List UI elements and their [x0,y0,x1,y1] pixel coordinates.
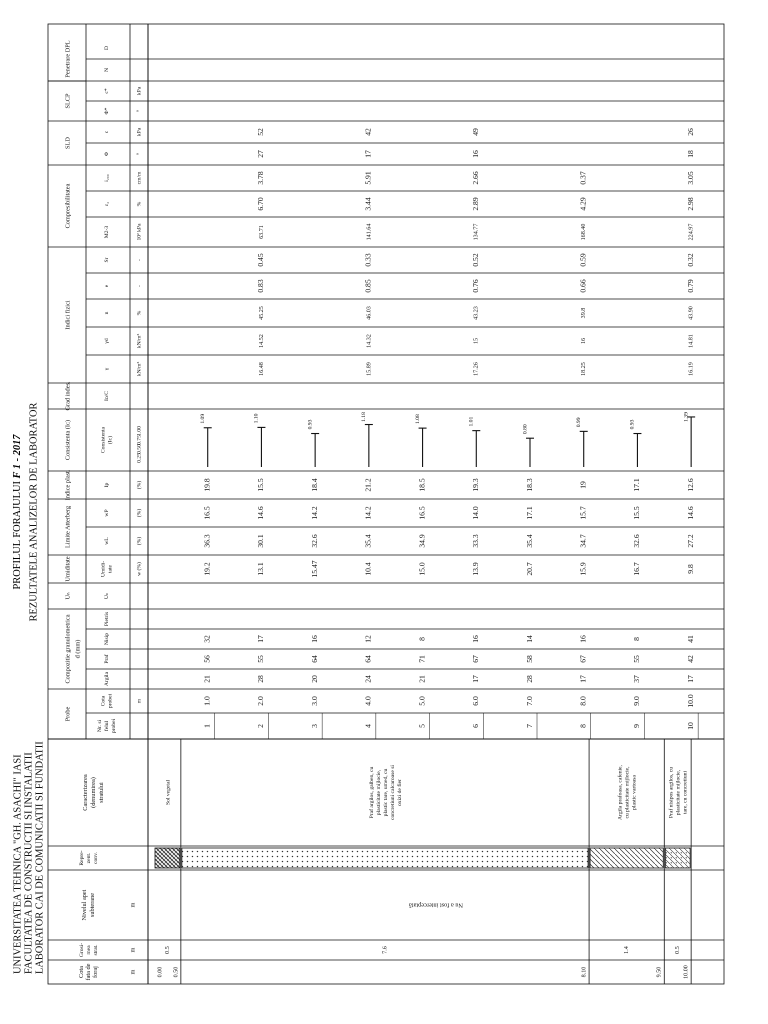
cell-cota: 8.0 [578,696,588,706]
col-header-wp: wP [104,509,110,517]
penetr-group-header: Penetrare DPL [64,40,72,78]
cell-phi: 27 [256,150,266,158]
col-unit-phi: ° [136,152,143,156]
cell-w: 15.47 [309,560,319,578]
cell-m23: 168.40 [581,223,588,241]
cell-eps: 2.98 [685,197,695,211]
phys-group-header: Indici fizici [64,300,72,330]
cons-scale-label: 1.00 [136,426,143,436]
cell-nisip: 8 [417,637,427,641]
cell-wp: 16.5 [417,506,427,520]
cell-w: 15.9 [578,562,588,576]
cell-eps: 3.44 [363,197,373,211]
cell-phi: 16 [471,150,481,158]
table-grid [48,24,724,984]
cell-praf: 67 [471,655,481,663]
slcp-group-header: SLCP [64,93,72,109]
cell-w: 19.2 [202,562,212,576]
col-unit-wp: (%) [136,508,143,518]
col-unit-eps: % [136,201,143,207]
cell-nr: 8 [578,724,588,728]
cell-m23: 63.71 [258,225,265,239]
cell-wp: 14.2 [363,506,373,520]
cell-ip: 18.3 [524,478,534,492]
grosime-unit: m [129,947,137,953]
consistency-value: 0.80 [522,424,529,435]
cell-argila: 21 [417,675,427,683]
cell-n: 43.90 [688,306,695,320]
cell-gamma: 16.48 [258,362,265,376]
cota-unit: m [129,969,137,975]
cell-cota: 10.0 [685,694,695,708]
col-header-i200: i₂₀₀ [104,174,110,182]
cell-ip: 21.2 [363,478,373,492]
col-header-cota: Cotaprobei [100,693,114,709]
nivel-header: Nivelul apeisubterane [81,889,96,921]
cell-cota: 2.0 [256,696,266,706]
consistency-value: 1.18 [361,412,368,422]
col-header-argila: Argila [104,671,110,687]
cell-i200: 5.91 [363,171,373,185]
cell-c: 42 [363,128,373,136]
cell-n: 45.25 [258,306,265,320]
col-unit-w: w (%) [136,562,143,576]
cell-c: 52 [256,128,266,136]
cell-argila: 37 [632,675,642,683]
col-header-phi: Φ [104,151,110,157]
cell-argila: 28 [524,675,534,683]
hatch-1 [155,848,180,868]
cota-header: Cotafata deforaj [78,963,99,981]
cell-wl: 27.2 [685,534,695,548]
cell-praf: 42 [685,655,695,663]
cons-scale-label: 0.50 [136,444,143,454]
cell-cota: 6.0 [471,696,481,706]
col-header-w: Umidi-tate [100,560,114,578]
cell-nr: 6 [471,724,481,728]
col-unit-phis: ° [136,109,143,113]
cell-wp: 14.6 [256,506,266,520]
cell-gamma_d: 14.52 [258,334,265,348]
col-header-n: n [104,311,110,315]
col-header-cs: c* [104,88,110,94]
layer-cota: 9.50 [656,966,663,978]
col-header-phis: Φ* [104,107,110,115]
page-subtitle: REZULTATELE ANALIZELOR DE LABORATOR [28,402,40,622]
cell-e: 0.79 [685,279,695,293]
layer-description: Praf nisipos argilos, cuplasticitate mijlocie,tare, cu concretiuni [668,766,689,819]
conventional-representation [155,848,690,868]
col-unit-ip: (%) [136,480,143,490]
col-header-e: e [104,284,110,288]
cell-sr: 0.33 [363,253,373,267]
cell-wl: 34.7 [578,534,588,548]
cell-ip: 19.3 [471,478,481,492]
cell-wl: 36.3 [202,534,212,548]
cell-i200: 2.66 [471,171,481,185]
col-unit-n: % [136,310,143,316]
cell-e: 0.83 [256,279,266,293]
cell-wp: 15.7 [578,506,588,520]
col-unit-wl: (%) [136,536,143,546]
col-unit-m23: 10² kPa [136,223,143,241]
cell-w: 13.9 [471,562,481,576]
consistency-value: 0.93 [307,419,314,430]
layer-cota: 0.50 [173,966,180,978]
cell-praf: 58 [524,655,534,663]
cell-n: 46.03 [366,306,373,320]
col-header-id: Iᴅ/C [104,390,110,402]
layer-cota: 0.00 [157,966,164,978]
cell-i200: 0.37 [578,171,588,185]
consistency-value: 1.08 [414,414,421,425]
cell-gamma_d: 16 [581,337,588,345]
cell-praf: 56 [202,655,212,663]
cell-w: 15.0 [417,562,427,576]
cell-nr: 10 [685,722,695,730]
cell-nr: 5 [417,724,427,728]
layer-description: Sol vegetal [165,779,172,806]
cell-m23: 141.64 [366,223,373,241]
cell-gamma: 16.19 [688,362,695,376]
col-unit-e: - [136,285,143,287]
col-header-c: c [104,130,110,134]
cell-nisip: 14 [524,635,534,643]
cell-nisip: 12 [363,635,373,643]
cell-w: 16.7 [632,562,642,576]
cell-sr: 0.52 [471,253,481,267]
col-unit-sr: - [136,259,143,261]
consistency-value: 1.01 [468,416,475,427]
cell-m23: 224.97 [688,223,695,241]
cell-wl: 34.9 [417,534,427,548]
cell-argila: 24 [363,675,373,683]
cell-wp: 15.5 [632,506,642,520]
cell-ip: 12.6 [685,478,695,492]
consistency-value: 1.39 [683,412,690,422]
groundwater-note: Nu a fost interceptată [408,901,464,909]
layer-grosime: 7.6 [382,946,389,954]
cell-praf: 55 [256,655,266,663]
cell-argila: 17 [578,675,588,683]
cell-nisip: 16 [578,635,588,643]
ip-group-header: Indice plast. [64,469,72,501]
cell-cota: 9.0 [632,696,642,706]
cell-ip: 15.5 [256,478,266,492]
cell-e: 0.85 [363,279,373,293]
col-header-ic: Consistenta(Iᴄ) [100,426,114,454]
reprez-header: Repre-zent.conv. [79,850,99,866]
cell-wl: 35.4 [363,534,373,548]
col-header-eps: ε₂ [104,201,110,207]
cell-praf: 64 [309,655,319,663]
cell-gamma_d: 15 [473,337,480,345]
cell-gamma_d: 14.81 [688,334,695,348]
table-frame [48,24,724,984]
cell-nisip: 8 [632,637,642,641]
layer-description: Praf argilos, galben, cuplasticitate mijlocie,plastic tare, umed, cuconcretiuni calcaroase sioxizi de fier [368,765,403,820]
page-title: PROFILUL FORAJULUI F 1 - 2017 [12,434,23,590]
cell-cota: 5.0 [417,696,427,706]
hatch-3 [590,848,663,868]
cell-wl: 32.6 [632,534,642,548]
col-header-gamma: γ [104,367,110,371]
col-header-sr: Sr [104,257,110,263]
col-header-gamma_d: γd [104,338,110,344]
hatch-4 [665,848,690,868]
cell-ip: 18.5 [417,478,427,492]
cell-e: 0.76 [471,279,481,293]
sld-group-header: SLD [64,137,72,149]
cell-wl: 30.1 [256,534,266,548]
cell-nr: 9 [632,724,642,728]
cell-argila: 20 [309,675,319,683]
layer-description: Argila prafoasa, cafenie,cu plasticitate mijlocie,plastic vartoasa [617,765,638,820]
cell-wl: 35.4 [524,534,534,548]
col-header-nr: Nr. sifelulprobei [97,718,117,734]
cell-sr: 0.32 [685,253,695,267]
layer-grosime: 0.5 [675,946,682,954]
umid-group-header: Umiditate [64,556,72,582]
cell-w: 10.4 [363,562,373,576]
cell-ip: 18.4 [309,478,319,492]
consistency-value: 0.99 [575,417,582,428]
cell-gamma_d: 14.32 [366,334,373,348]
cell-praf: 67 [578,655,588,663]
cell-argila: 17 [471,675,481,683]
cell-sr: 0.45 [256,253,266,267]
cell-n: 43.23 [473,306,480,320]
cell-gamma: 15.89 [366,362,373,376]
col-header-praf: Praf [104,654,110,664]
cell-w: 9.8 [685,564,695,574]
cell-nr: 3 [309,724,319,728]
grosime-header: Grosi-meastrat. [79,942,99,958]
cell-praf: 71 [417,655,427,663]
nivel-unit: m [129,902,137,908]
cell-cota: 4.0 [363,696,373,706]
layer-cota: 8.10 [581,966,588,978]
cell-nr: 2 [256,724,266,728]
col-header-ip: Ip [104,482,110,488]
grad-group-header: Grad indes. [64,381,72,411]
layer-grosime: 0.5 [164,946,171,954]
cell-gamma: 18.25 [581,362,588,376]
table-text [12,40,695,980]
cell-i200: 3.05 [685,171,695,185]
col-unit-c: kPa [136,127,143,137]
cell-cota: 1.0 [202,696,212,706]
cell-cota: 3.0 [309,696,319,706]
cell-argila: 28 [256,675,266,683]
cell-nisip: 32 [202,635,212,643]
cell-nr: 7 [524,724,534,728]
cell-wp: 14.0 [471,506,481,520]
col-unit-i200: cm/m [136,171,143,185]
cell-e: 0.66 [578,279,588,293]
institution-line: UNIVERSITATEA TEHNICA "GH. ASACHI" IASI [12,754,24,974]
granulo-group-header: Compozitie granulometrica [64,614,72,684]
cons-scale-label: 0.25 [136,453,143,463]
consistency-value: 1.09 [199,413,206,424]
col-unit-cota: m [136,698,143,704]
cell-wl: 33.3 [471,534,481,548]
layer-cota: 10.00 [683,965,690,979]
col-header-D: D [104,45,110,51]
cell-phi: 17 [363,150,373,158]
col-unit-gamma: kN/m³ [136,361,143,377]
col-unit-cs: kPa [136,86,143,96]
limite-group-header: Limite Atterberg [64,505,72,549]
cell-w: 13.1 [256,562,266,576]
cell-wp: 14.6 [685,506,695,520]
cell-gamma: 17.26 [473,362,480,376]
cell-c: 49 [471,128,481,136]
granulo-unit: d (mm) [74,639,82,659]
cell-eps: 6.70 [256,197,266,211]
cell-eps: 2.89 [471,197,481,211]
institution-line: FACULTATEA DE CONSTRUCTII SI INSTALATII [23,752,35,974]
layer-grosime: 1.4 [624,946,631,954]
cell-c: 26 [685,128,695,136]
cell-m23: 134.77 [473,223,480,241]
cell-cota: 7.0 [524,696,534,706]
cell-ip: 17.1 [632,478,642,492]
cell-nisip: 16 [471,635,481,643]
cell-wp: 14.2 [309,506,319,520]
cell-ip: 19 [578,481,588,489]
un-group-header: Uₙ [64,592,72,600]
cell-praf: 64 [363,655,373,663]
cell-eps: 4.29 [578,197,588,211]
col-unit-gamma_d: kN/m³ [136,333,143,349]
cell-sr: 0.59 [578,253,588,267]
cons-group-header: Consistenta (Iᴄ) [64,419,72,461]
cell-wl: 32.6 [309,534,319,548]
cell-argila: 17 [685,675,695,683]
cell-argila: 21 [202,675,212,683]
consistency-value: 0.93 [629,419,636,430]
col-header-pietris: Pietris [104,611,110,627]
cons-scale-label: 0.75 [136,435,143,445]
cell-praf: 55 [632,655,642,663]
cell-nr: 4 [363,724,373,728]
cell-n: 39.8 [581,307,588,319]
col-header-wl: wL [104,537,110,545]
compr-group-header: Compresibilitatea [64,183,72,229]
cell-nr: 1 [202,724,212,728]
col-header-un: Uₙ [104,592,110,600]
cell-wp: 17.1 [524,506,534,520]
cell-i200: 3.78 [256,171,266,185]
cell-nisip: 41 [685,635,695,643]
hatch-2 [182,848,588,868]
cell-phi: 18 [685,150,695,158]
col-header-nisip: Nisip [104,632,110,646]
col-header-m23: M2-3 [104,225,110,239]
caract-header: Caracterizarea(denumirea)stratului [82,774,105,811]
cell-w: 20.7 [524,562,534,576]
cell-wp: 16.5 [202,506,212,520]
institution-line: LABORATOR CAI DE COMUNICATII SI FUNDATII [34,741,46,974]
cell-nisip: 17 [256,635,266,643]
consistency-value: 1.10 [253,413,260,424]
probe-group-header: Probe [64,706,72,722]
cell-ip: 19.8 [202,478,212,492]
cell-nisip: 16 [309,635,319,643]
col-header-N: N [104,67,110,73]
